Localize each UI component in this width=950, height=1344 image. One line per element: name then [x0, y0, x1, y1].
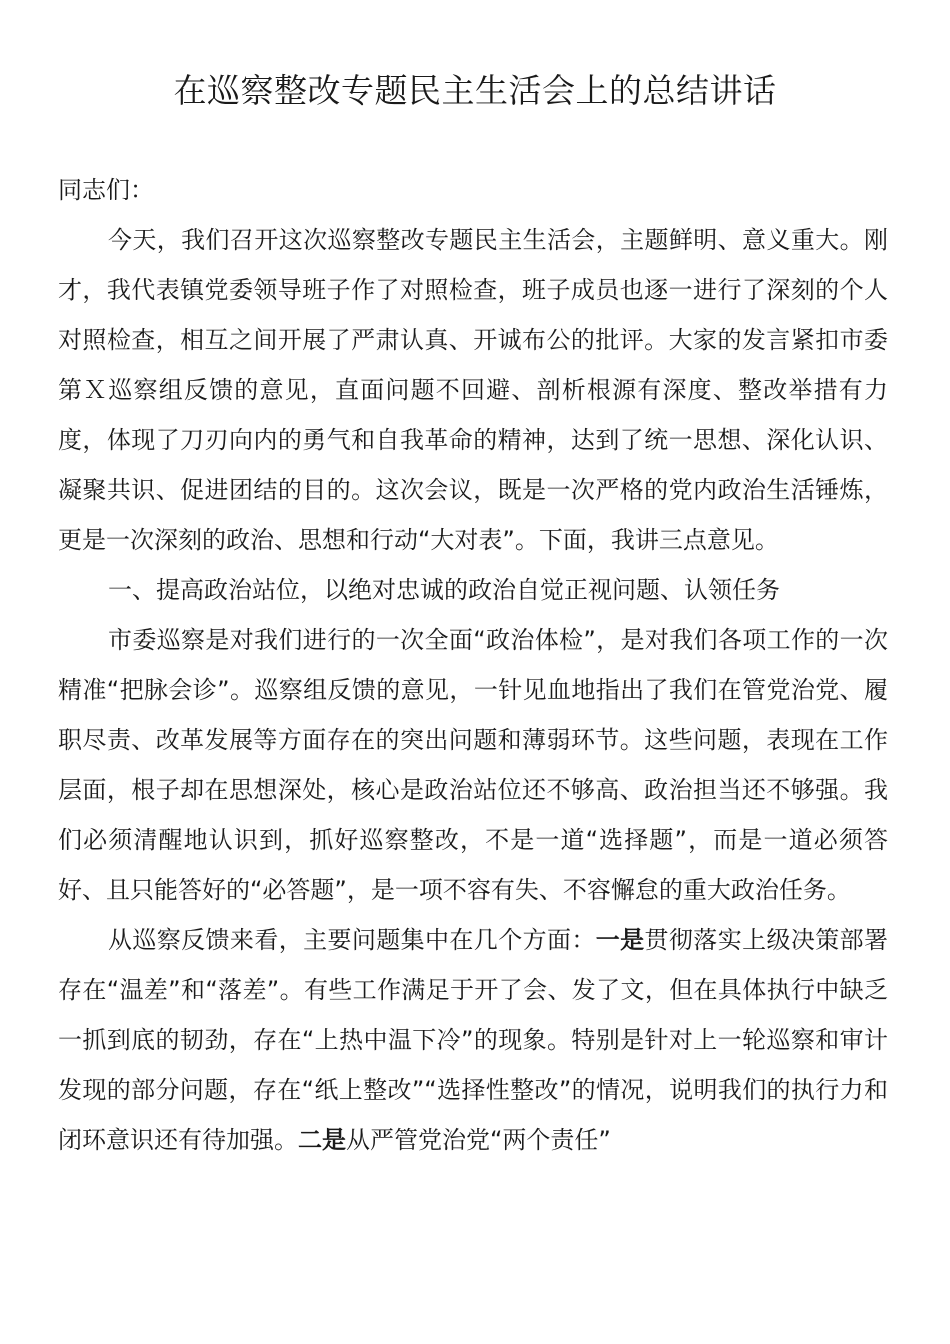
- point-one-text: 贯彻落实上级决策部署存在“温差”和“落差”。有些工作满足于开了会、发了文，但在具体执行中缺乏一抓到底的韧劲，存在“上热中温下冷”的现象。特别是针对上一轮巡察和审计发现的部分问题，存在“纸上整改”“选择性整改”的情况，说明我们的执行力和闭环意识还有待加强。: [58, 926, 889, 1154]
- document-body: [58, 165, 888, 1165]
- point-one-marker: 一是: [595, 926, 645, 954]
- paragraph-political-inspection: 市委巡察是对我们进行的一次全面“政治体检”，是对我们各项工作的一次精准“把脉会诊”。巡察组反馈的意见，一针见血地指出了我们在管党治党、履职尽责、改革发展等方面存在的突出问题和薄弱环节。这些问题，表现在工作层面，根子却在思想深处，核心是政治站位还不够高、政治担当还不够强。我们必须清醒地认识到，抓好巡察整改，不是一道“选择题”，而是一道必须答好、且只能答好的“必答题”，是一项不容有失、不容懈怠的重大政治任务。: [58, 626, 888, 904]
- paragraph-problems: [58, 915, 888, 1165]
- problems-intro: 从巡察反馈来看，主要问题集中在几个方面：: [108, 926, 596, 954]
- point-two-text: 从严管党治党“两个责任”: [346, 1126, 611, 1154]
- section-heading-1: 一、提高政治站位，以绝对忠诚的政治自觉正视问题、认领任务: [108, 576, 780, 604]
- document-title: 在巡察整改专题民主生活会上的总结讲话: [173, 71, 777, 110]
- paragraph-opening: 今天，我们召开这次巡察整改专题民主生活会，主题鲜明、意义重大。刚才，我代表镇党委领导班子作了对照检查，班子成员也逐一进行了深刻的个人对照检查，相互之间开展了严肃认真、开诚布公的批评。大家的发言紧扣市委第Ｘ巡察组反馈的意见，直面问题不回避、剖析根源有深度、整改举措有力度，体现了刀刃向内的勇气和自我革命的精神，达到了统一思想、深化认识、凝聚共识、促进团结的目的。这次会议，既是一次严格的党内政治生活锤炼，更是一次深刻的政治、思想和行动“大对表”。下面，我讲三点意见。: [58, 226, 888, 554]
- point-two-marker: 二是: [298, 1126, 346, 1154]
- salutation: 同志们：: [58, 176, 154, 204]
